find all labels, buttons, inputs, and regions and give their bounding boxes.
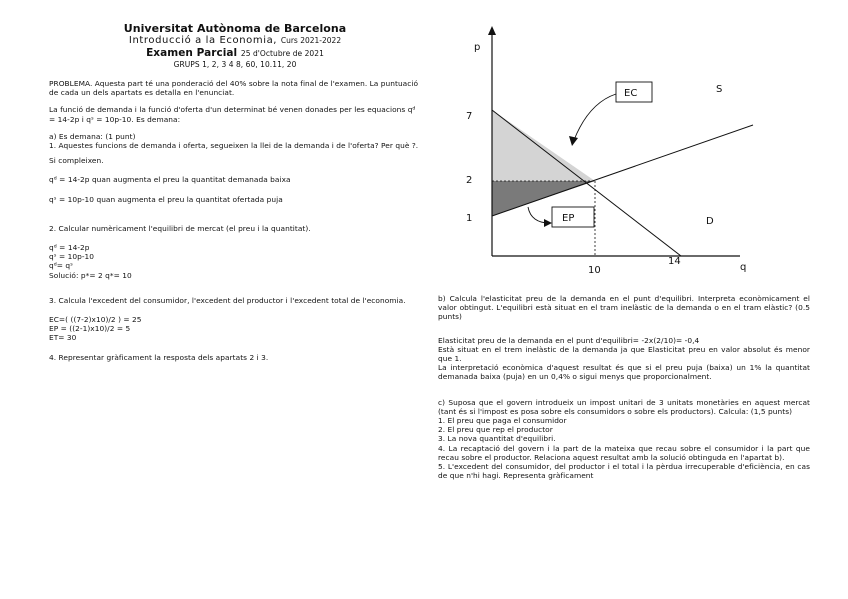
exam-header [49,22,421,69]
tick-1: 1 [466,213,473,224]
course-year: Curs 2021-2022 [280,36,342,45]
tick-7: 7 [466,111,473,122]
exam-date: 25 d'Octubre de 2021 [240,49,324,58]
answer-b-elasticity: Elasticitat preu de la demanda en el punt d'equilibri= -2x(2/10)= -0,4 [438,335,700,345]
answer-3-ec: EC=( ((7-2)x10)/2 ) = 25 [49,315,142,325]
university-title: Universitat Autònoma de Barcelona [123,22,347,35]
supply-demand-graph [448,20,788,288]
question-4: 4. Representar gràficament la resposta dels apartats 2 i 3. [49,352,269,362]
demand-label: D [706,216,714,227]
question-b: b) Calcula l'elasticitat preu de la demanda en el punt d'equilibri. Interpreta econòmicament el valor obtingut. L'equilibri està situat en el tram inelàstic de la demanda o en el tram elàstic? (0.5 punts) [438,294,810,322]
question-c-3: 3. La nova quantitat d'equilibri. [438,434,556,444]
course-name: Introducció a la Economia, [128,35,278,46]
y-axis-arrow [488,26,496,35]
question-c-4: 4. La recaptació del govern i la part de la mateixa que recau sobre el consumidor i la part que recau sobre el productor. Relaciona aquest resultat amb la solució obtinguda en l'apartat b). [438,443,810,462]
answer-b-inelastic: Està situat en el trem inelàstic de la demanda ja que Elasticitat preu en valor absolut és menor que 1. [438,344,810,364]
question-1: 1. Aquestes funcions de demanda i oferta, segueixen la llei de la demanda i de l'oferta? Per què ?. [49,141,419,151]
answer-2-line-1: qᵈ = 14-2p [49,243,90,253]
right-column [438,294,810,480]
part-a-heading: a) Es demana: (1 punt) [49,131,136,141]
problem-intro: PROBLEMA. Aquesta part té una ponderació del 40% sobre la nota final de l'examen. La puntuació de cada un dels apartats es detalla en l'enunciat. [49,79,419,98]
answer-1-demand: qᵈ = 14-2p quan augmenta el preu la quantitat demanada baixa [49,175,291,185]
question-3: 3. Calcula l'excedent del consumidor, l'excedent del productor i l'excedent total de l'economia. [49,295,406,305]
supply-label: S [716,84,723,95]
exam-title [49,47,421,60]
tick-10: 10 [588,265,601,276]
course-title [49,35,421,47]
left-column [49,22,421,362]
answer-2-solution: Solució: p*= 2 q*= 10 [49,270,132,280]
answer-2-line-2: qˢ = 10p-10 [49,252,95,262]
question-c-5: 5. L'excedent del consumidor, del productor i el total i la pèrdua irrecuperable d'eficiència, en cas de que n'hi hagi. Representa gràficament [438,462,810,481]
question-c-1: 1. El preu que paga el consumidor [438,416,567,426]
answer-1-supply: qˢ = 10p-10 quan augmenta el preu la quantitat ofertada puja [49,194,283,204]
tick-2: 2 [466,175,473,186]
axis-label-p: p [474,42,481,53]
axis-label-q: q [740,262,747,273]
ep-arrow-head [544,219,552,227]
question-c-2: 2. El preu que rep el productor [438,425,553,435]
answer-3-ep: EP = ((2-1)x10)/2 = 5 [49,324,131,334]
question-c: c) Suposa que el govern introdueix un impost unitari de 3 unitats monetàries en aquest mercat (tant és si l'impost es posa sobre els consumidors o sobre els productors). Calcula: (1,5 punts) [438,397,810,416]
ep-label: EP [562,213,575,224]
exam-name: Examen Parcial [146,47,238,59]
answer-3-et: ET= 30 [49,333,77,343]
exam-groups: GRUPS 1, 2, 3 4 8, 60, 10.11, 20 [173,60,297,69]
functions-intro: La funció de demanda i la funció d'oferta d'un determinat bé venen donades per les equacions qᵈ = 14-2p i qˢ = 10p-10. Es demana: [49,105,416,124]
ec-pointer-arrow [574,94,616,140]
tick-14: 14 [668,256,681,267]
ec-label: EC [624,88,638,99]
question-2: 2. Calcular numèricament l'equilibri de mercat (el preu i la quantitat). [49,223,311,233]
answer-1: Si compleixen. [49,156,104,166]
answer-b-interpretation: La interpretació econòmica d'aquest resultat és que si el preu puja (baixa) un 1% la quantitat demanada baixa (puja) en un 0,4% o sigui menys que proporcionalment. [438,363,810,382]
consumer-surplus-area [492,110,595,181]
ec-arrow-head [569,136,578,146]
answer-2-line-3: qᵈ= qˢ [49,261,73,271]
